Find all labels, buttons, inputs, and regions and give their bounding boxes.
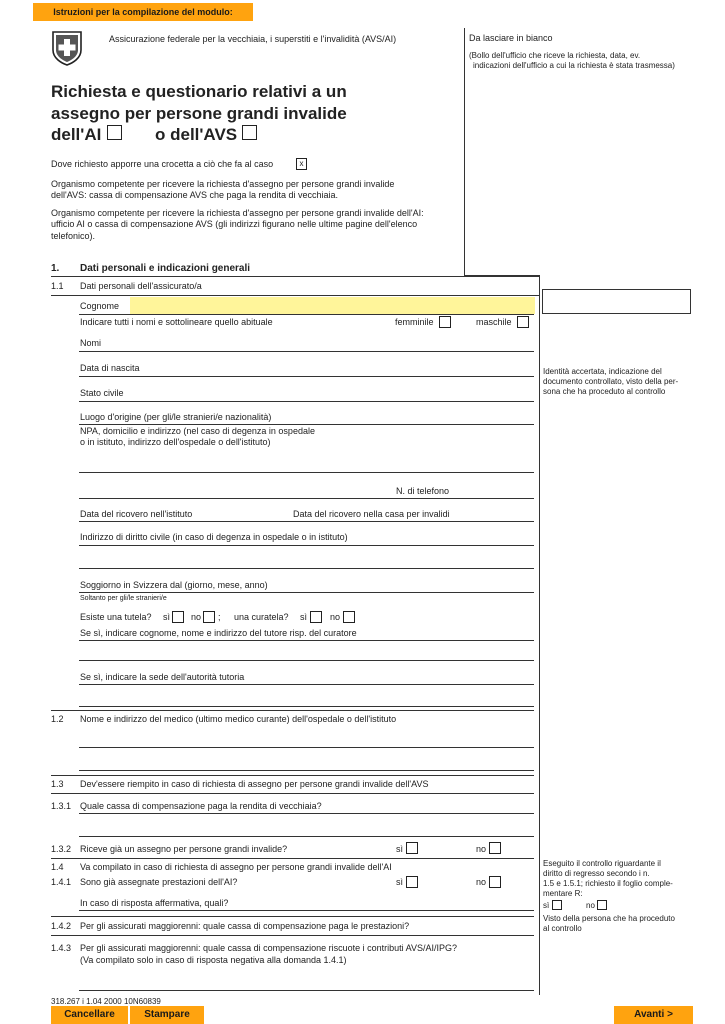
- civil-status-label: Stato civile: [80, 388, 124, 398]
- intro-ai-line1: Organismo competente per ricevere la richiesta d'assegno per persone grandi invalide dell'AI:: [51, 208, 424, 218]
- blank-area-note: (Bollo dell'ufficio che riceve la richiesta, data, ev.: [469, 51, 641, 60]
- section-1-3-label: Dev'essere riempito in caso di richiesta di assegno per persone grandi invalide dell'AVS: [80, 779, 429, 789]
- control-yes-label: sì: [543, 901, 550, 910]
- section-1-4-number: 1.4: [51, 862, 64, 872]
- separator: ;: [218, 612, 221, 622]
- allowance-yes-checkbox[interactable]: [406, 842, 418, 854]
- first-names-label: Nomi: [80, 338, 102, 348]
- allowance-yes-label: sì: [396, 844, 404, 854]
- control-yes-checkbox[interactable]: [552, 900, 562, 910]
- section-1-4-3-number: 1.4.3: [51, 943, 72, 953]
- control-visa-1: Visto della persona che ha proceduto: [543, 914, 675, 923]
- curatorship-no-checkbox[interactable]: [343, 611, 355, 623]
- identity-stamp-box[interactable]: [542, 289, 691, 314]
- phone-label: N. di telefono: [396, 486, 450, 496]
- birth-date-label: Data di nascita: [80, 363, 140, 373]
- print-button[interactable]: Stampare: [130, 1006, 204, 1024]
- ai-benefits-question: Sono già assegnate prestazioni dell'AI?: [80, 877, 238, 887]
- next-button[interactable]: Avanti >: [614, 1006, 693, 1024]
- civil-address-label: Indirizzo di diritto civile (in caso di degenza in ospedale o in istituto): [80, 532, 348, 542]
- curatorship-no-label: no: [330, 612, 341, 622]
- section-1-4-1-number: 1.4.1: [51, 877, 72, 887]
- control-note-3: 1.5 e 1.5.1; richiesto il foglio comple-: [543, 879, 673, 888]
- ai-option-label: dell'AI: [51, 125, 102, 144]
- female-label: femminile: [395, 317, 434, 327]
- surname-label: Cognome: [80, 301, 120, 311]
- foreigners-only-note: Soltanto per gli/le stranieri/e: [80, 595, 167, 602]
- blank-area-note-2: indicazioni dell'ufficio a cui la richiesta è stata trasmessa): [473, 61, 675, 70]
- control-note-1: Eseguito il controllo riguardante il: [543, 859, 661, 868]
- guardian-details-label: Se sì, indicare cognome, nome e indirizzo del tutore risp. del curatore: [80, 628, 357, 638]
- curatorship-label: una curatela?: [234, 612, 289, 622]
- intro-avs-line2: dell'AVS: cassa di compensazione AVS che paga la rendita di vecchiaia.: [51, 190, 339, 200]
- ai-benefits-no-label: no: [476, 877, 487, 887]
- curatorship-yes-label: sì: [300, 612, 308, 622]
- home-admission-label: Data del ricovero nella casa per invalidi: [293, 509, 450, 519]
- example-crossmark: x: [296, 158, 307, 170]
- page-title: Richiesta e questionario relativi a un: [51, 82, 347, 101]
- avs-option-label: o dell'AVS: [155, 125, 238, 144]
- allowance-question: Riceve già un assegno per persone grandi invalide?: [80, 844, 288, 854]
- avs-checkbox[interactable]: [242, 125, 257, 140]
- guardianship-label: Esiste una tutela?: [80, 612, 152, 622]
- allowance-no-label: no: [476, 844, 487, 854]
- curatorship-yes-checkbox[interactable]: [310, 611, 322, 623]
- control-no-label: no: [586, 901, 595, 910]
- ai-checkbox[interactable]: [107, 125, 122, 140]
- identity-note-3: sona che ha proceduto al controllo: [543, 387, 666, 396]
- cancel-button[interactable]: Cancellare: [51, 1006, 128, 1024]
- institution-admission-label: Data del ricovero nell'istituto: [80, 509, 193, 519]
- section-1-4-2-number: 1.4.2: [51, 921, 72, 931]
- guardianship-no-label: no: [191, 612, 202, 622]
- guardianship-yes-checkbox[interactable]: [172, 611, 184, 623]
- blank-area-heading: Da lasciare in bianco: [469, 33, 553, 43]
- section-1-number: 1.: [51, 263, 60, 274]
- section-1-3-1-number: 1.3.1: [51, 801, 72, 811]
- control-visa-2: al controllo: [543, 924, 582, 933]
- residence-label: Soggiorno in Svizzera dal (giorno, mese, anno): [80, 580, 268, 590]
- instructions-button[interactable]: Istruzioni per la compilazione del modulo:: [33, 3, 253, 21]
- section-1-3-number: 1.3: [51, 779, 64, 789]
- place-of-origin-label: Luogo d'origine (per gli/le stranieri/e nazionalità): [80, 412, 272, 422]
- section-1-3-2-number: 1.3.2: [51, 844, 72, 854]
- guardianship-no-checkbox[interactable]: [203, 611, 215, 623]
- ai-benefits-followup: In caso di risposta affermativa, quali?: [80, 898, 229, 908]
- page-title-line2: assegno per persone grandi invalide: [51, 104, 347, 123]
- pension-fund-question: Quale cassa di compensazione paga la rendita di vecchiaia?: [80, 801, 322, 811]
- agency-name: Assicurazione federale per la vecchiaia, i superstiti e l'invalidità (AVS/AI): [109, 34, 397, 44]
- section-1-1-label: Dati personali dell'assicurato/a: [80, 281, 202, 291]
- address-label: NPA, domicilio e indirizzo (nel caso di degenza in ospedale: [80, 426, 315, 436]
- intro-avs-line1: Organismo competente per ricevere la richiesta d'assegno per persone grandi invalide: [51, 179, 395, 189]
- male-checkbox[interactable]: [517, 316, 529, 328]
- control-note-4: mentare R:: [543, 889, 583, 898]
- authority-label: Se sì, indicare la sede dell'autorità tutoria: [80, 672, 245, 682]
- allowance-no-checkbox[interactable]: [489, 842, 501, 854]
- ai-benefits-no-checkbox[interactable]: [489, 876, 501, 888]
- surname-input[interactable]: [130, 297, 535, 314]
- ai-benefits-yes-label: sì: [396, 877, 404, 887]
- female-checkbox[interactable]: [439, 316, 451, 328]
- doctor-label: Nome e indirizzo del medico (ultimo medico curante) dell'ospedale o dell'istituto: [80, 714, 397, 724]
- identity-note-2: documento controllato, visto della per-: [543, 377, 679, 386]
- contributions-fund-note: (Va compilato solo in caso di risposta negativa alla domanda 1.4.1): [80, 955, 347, 965]
- section-1-1-number: 1.1: [51, 281, 64, 291]
- control-note-2: diritto di regresso secondo i n.: [543, 869, 650, 878]
- address-label-2: o in istituto, indirizzo dell'ospedale o dell'istituto): [80, 437, 271, 447]
- intro-ai-line2: ufficio AI o cassa di compensazione AVS (gli indirizzi figurano nelle ultime pagine dell'elenco: [51, 219, 418, 229]
- benefits-fund-question: Per gli assicurati maggiorenni: quale cassa di compensazione paga le prestazioni?: [80, 921, 410, 931]
- form-code: 318.267 i 1.04 2000 10N60839: [51, 997, 161, 1006]
- section-1-title: Dati personali e indicazioni generali: [80, 263, 251, 274]
- names-hint: Indicare tutti i nomi e sottolineare quello abituale: [80, 317, 273, 327]
- guardianship-yes-label: sì: [163, 612, 171, 622]
- crossmark-instruction: Dove richiesto apporre una crocetta a ciò che fa al caso: [51, 159, 274, 169]
- swiss-cross-icon: [51, 30, 83, 66]
- contributions-fund-question: Per gli assicurati maggiorenni: quale cassa di compensazione riscuote i contributi AVS/AI/IPG?: [80, 943, 458, 953]
- identity-note-1: Identità accertata, indicazione del: [543, 367, 662, 376]
- control-no-checkbox[interactable]: [597, 900, 607, 910]
- male-label: maschile: [476, 317, 512, 327]
- section-1-2-number: 1.2: [51, 714, 64, 724]
- ai-benefits-yes-checkbox[interactable]: [406, 876, 418, 888]
- section-1-4-label: Va compilato in caso di richiesta di assegno per persone grandi invalide dell'AI: [80, 862, 392, 872]
- intro-ai-line3: telefonico).: [51, 231, 96, 241]
